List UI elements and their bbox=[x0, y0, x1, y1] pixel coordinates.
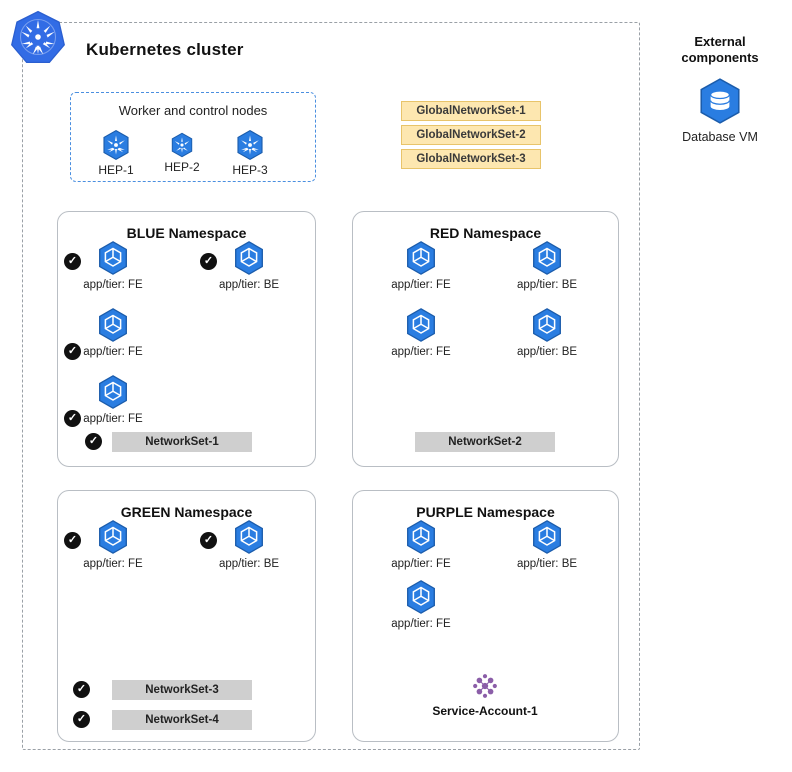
check-icon: ✓ bbox=[85, 433, 102, 450]
node-label: HEP-1 bbox=[98, 163, 134, 177]
check-icon: ✓ bbox=[73, 681, 90, 698]
pod-label: app/tier: FE bbox=[391, 279, 451, 291]
globalnetworkset-2[interactable]: GlobalNetworkSet-2 bbox=[401, 125, 541, 145]
pod-red-be-1 bbox=[504, 239, 590, 291]
worker-control-nodes-group bbox=[70, 92, 316, 182]
check-icon: ✓ bbox=[200, 253, 217, 270]
host-endpoint-icon bbox=[234, 129, 266, 161]
pod-purple-fe-1 bbox=[378, 518, 464, 570]
pod-icon bbox=[94, 373, 132, 411]
pod-label: app/tier: FE bbox=[391, 618, 451, 630]
pod-label: app/tier: BE bbox=[516, 558, 578, 570]
pod-red-fe-1 bbox=[378, 239, 464, 291]
pod-label: app/tier: FE bbox=[391, 558, 451, 570]
pod-icon bbox=[528, 239, 566, 277]
host-endpoint-icon bbox=[169, 132, 195, 158]
service-account-icon bbox=[468, 672, 502, 700]
pod-icon bbox=[528, 306, 566, 344]
pod-icon bbox=[94, 239, 132, 277]
pod-purple-be-1 bbox=[504, 518, 590, 570]
node-label: HEP-2 bbox=[164, 160, 200, 174]
pod-icon bbox=[528, 518, 566, 556]
pod-icon bbox=[402, 239, 440, 277]
pod-icon bbox=[230, 518, 268, 556]
networkset-2[interactable]: NetworkSet-2 bbox=[415, 432, 555, 452]
worker-control-nodes-title: Worker and control nodes bbox=[118, 103, 268, 118]
node-hep-3 bbox=[217, 129, 283, 177]
pod-blue-fe-3 bbox=[70, 373, 156, 425]
kubernetes-logo-icon bbox=[10, 9, 66, 65]
pod-label: app/tier: BE bbox=[218, 558, 280, 570]
service-account-1 bbox=[415, 672, 555, 718]
check-icon: ✓ bbox=[64, 253, 81, 270]
external-components-title-line2: components bbox=[681, 50, 759, 65]
pod-icon bbox=[402, 578, 440, 616]
check-icon: ✓ bbox=[64, 410, 81, 427]
namespace-title: GREEN Namespace bbox=[120, 504, 253, 520]
pod-green-be-1 bbox=[206, 518, 292, 570]
external-components-title bbox=[660, 34, 780, 66]
node-label: HEP-3 bbox=[232, 163, 268, 177]
namespace-title: RED Namespace bbox=[429, 225, 542, 241]
pod-red-be-2 bbox=[504, 306, 590, 358]
globalnetworkset-1[interactable]: GlobalNetworkSet-1 bbox=[401, 101, 541, 121]
pod-label: app/tier: FE bbox=[391, 346, 451, 358]
networkset-3[interactable]: NetworkSet-3 bbox=[112, 680, 252, 700]
node-hep-2 bbox=[149, 129, 215, 174]
pod-green-fe-1 bbox=[70, 518, 156, 570]
pod-icon bbox=[402, 306, 440, 344]
networkset-1[interactable]: NetworkSet-1 bbox=[112, 432, 252, 452]
pod-label: app/tier: FE bbox=[83, 558, 143, 570]
pod-label: app/tier: FE bbox=[83, 279, 143, 291]
namespace-title: PURPLE Namespace bbox=[416, 504, 555, 520]
pod-label: app/tier: FE bbox=[83, 413, 143, 425]
database-vm-icon bbox=[695, 76, 745, 126]
pod-label: app/tier: BE bbox=[516, 279, 578, 291]
pod-red-fe-2 bbox=[378, 306, 464, 358]
pod-label: app/tier: BE bbox=[218, 279, 280, 291]
check-icon: ✓ bbox=[64, 343, 81, 360]
globalnetworkset-3[interactable]: GlobalNetworkSet-3 bbox=[401, 149, 541, 169]
namespace-title: BLUE Namespace bbox=[126, 225, 247, 241]
pod-blue-be-1 bbox=[206, 239, 292, 291]
pod-icon bbox=[94, 518, 132, 556]
host-endpoint-icon bbox=[100, 129, 132, 161]
external-components-title-line1: External bbox=[694, 34, 746, 49]
networkset-4[interactable]: NetworkSet-4 bbox=[112, 710, 252, 730]
service-account-label: Service-Account-1 bbox=[432, 704, 538, 718]
pod-icon bbox=[94, 306, 132, 344]
check-icon: ✓ bbox=[64, 532, 81, 549]
external-database-vm bbox=[660, 76, 780, 144]
pod-icon bbox=[402, 518, 440, 556]
pod-label: app/tier: BE bbox=[516, 346, 578, 358]
check-icon: ✓ bbox=[73, 711, 90, 728]
external-database-vm-label: Database VM bbox=[682, 130, 758, 144]
pod-blue-fe-1 bbox=[70, 239, 156, 291]
pod-blue-fe-2 bbox=[70, 306, 156, 358]
cluster-title: Kubernetes cluster bbox=[86, 40, 244, 59]
node-hep-1 bbox=[83, 129, 149, 177]
pod-purple-fe-2 bbox=[378, 578, 464, 630]
pod-icon bbox=[230, 239, 268, 277]
pod-label: app/tier: FE bbox=[83, 346, 143, 358]
check-icon: ✓ bbox=[200, 532, 217, 549]
